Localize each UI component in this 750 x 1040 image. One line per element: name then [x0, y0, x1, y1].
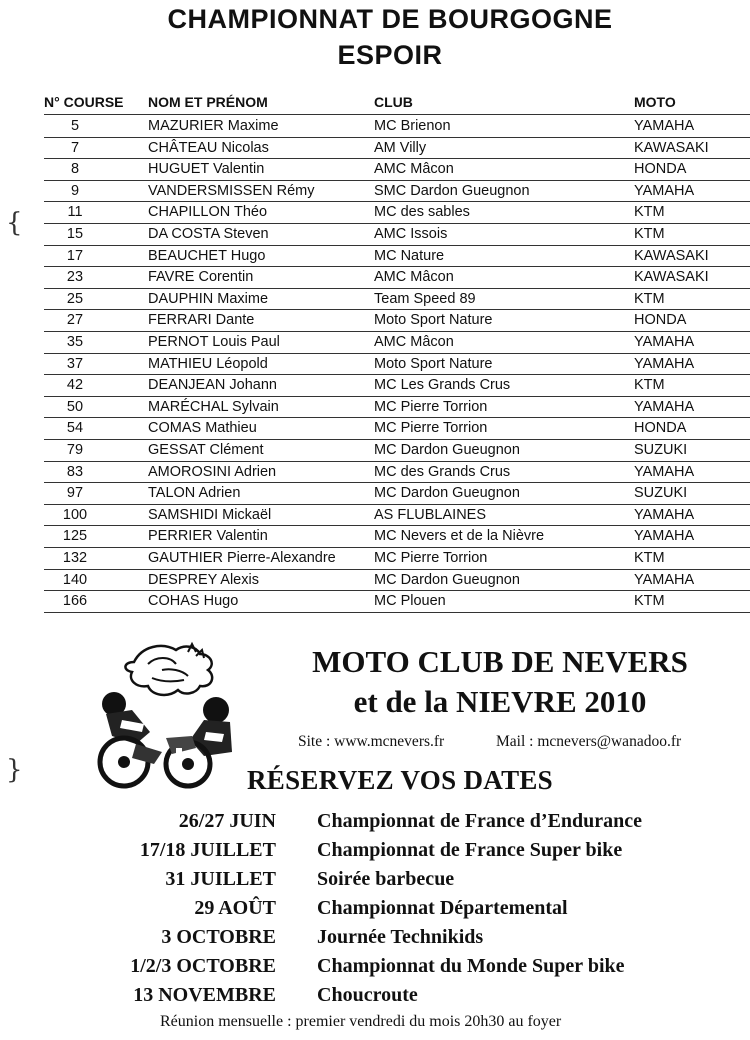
meeting-note: Réunion mensuelle : premier vendredi du mois 20h30 au foyer: [160, 1013, 562, 1030]
rider-name-cell: PERRIER Valentin: [148, 528, 268, 545]
club-site-text: Site : www.mcnevers.fr: [298, 733, 445, 750]
event-date: 13 NOVEMBRE: [133, 984, 276, 1006]
table-row: [44, 331, 750, 354]
moto-cell: KTM: [634, 550, 665, 566]
club-cell: SMC Dardon Gueugnon: [374, 182, 530, 199]
event-date: 17/18 JUILLET: [139, 839, 276, 861]
moto-cell: KAWASAKI: [634, 269, 709, 286]
race-number-cell: 25: [66, 290, 84, 307]
club-cell: MC Nevers et de la Nièvre: [374, 528, 545, 545]
moto-club-lion-riders-logo: [92, 640, 240, 790]
table-row: [44, 396, 750, 419]
moto-cell: HONDA: [634, 161, 687, 178]
event-name: Championnat Départemental: [317, 897, 568, 919]
event-name: Championnat du Monde Super bike: [317, 955, 625, 977]
column-header-club: CLUB: [374, 94, 413, 110]
club-cell: MC Les Grands Crus: [374, 377, 511, 394]
table-row: [44, 569, 750, 592]
moto-cell: KTM: [634, 377, 665, 394]
table-row: [44, 461, 750, 484]
rider-name-cell: GAUTHIER Pierre-Alexandre: [148, 550, 336, 566]
event-date: 26/27 JUIN: [178, 810, 276, 832]
club-cell: Moto Sport Nature: [374, 355, 493, 372]
rider-name-cell: FAVRE Corentin: [148, 269, 254, 286]
rider-name-cell: DA COSTA Steven: [148, 226, 269, 242]
rider-name-cell: BEAUCHET Hugo: [148, 247, 266, 264]
column-header-name: NOM ET PRÉNOM: [148, 94, 268, 110]
race-number-cell: 100: [62, 506, 88, 523]
table-row: [44, 374, 750, 397]
moto-cell: KTM: [634, 204, 665, 221]
race-number-cell: 11: [67, 204, 83, 221]
club-cell: AMC Issois: [374, 226, 448, 242]
table-row: [44, 223, 750, 246]
event-item: [0, 839, 750, 868]
race-number-cell: 5: [70, 118, 80, 134]
table-row: [44, 180, 750, 203]
club-cell: Team Speed 89: [374, 290, 476, 307]
table-row: [44, 504, 750, 527]
rider-name-cell: COHAS Hugo: [148, 593, 239, 610]
event-name: Championnat de France Super bike: [317, 839, 623, 861]
race-number-cell: 42: [66, 377, 84, 394]
club-cell: MC Dardon Gueugnon: [374, 571, 520, 588]
club-mail-text: Mail : mcnevers@wanadoo.fr: [496, 733, 682, 750]
event-item: [0, 926, 750, 955]
race-number-cell: 7: [70, 139, 80, 156]
race-number-cell: 35: [66, 334, 84, 350]
rider-name-cell: GESSAT Clément: [148, 442, 264, 458]
race-number-cell: 132: [62, 550, 88, 566]
event-item: [0, 897, 750, 926]
race-number-cell: 54: [66, 420, 84, 437]
race-number-cell: 17: [66, 247, 84, 264]
race-number-cell: 27: [66, 312, 84, 329]
club-subtitle: et de la NIEVRE 2010: [353, 684, 647, 719]
table-row: [44, 439, 750, 462]
column-header-number: N° COURSE: [44, 94, 124, 110]
table-row: [44, 482, 750, 505]
race-number-cell: 50: [66, 398, 84, 415]
moto-cell: KTM: [634, 290, 665, 307]
event-name: Soirée barbecue: [317, 868, 455, 890]
club-cell: AMC Mâcon: [374, 334, 454, 350]
table-row: [44, 590, 750, 613]
table-row: [44, 245, 750, 268]
club-cell: MC Pierre Torrion: [374, 398, 488, 415]
moto-cell: YAMAHA: [634, 118, 695, 134]
rider-name-cell: COMAS Mathieu: [148, 420, 257, 437]
table-row: [44, 137, 750, 160]
moto-cell: YAMAHA: [634, 398, 695, 415]
race-number-cell: 37: [66, 355, 84, 372]
rider-name-cell: PERNOT Louis Paul: [148, 334, 280, 350]
club-cell: MC Brienon: [374, 118, 451, 134]
race-number-cell: 8: [70, 161, 80, 178]
table-row: [44, 288, 750, 311]
club-cell: AMC Mâcon: [374, 161, 454, 178]
race-number-cell: 166: [62, 593, 88, 610]
club-cell: MC des sables: [374, 204, 470, 221]
rider-name-cell: MAZURIER Maxime: [148, 118, 279, 134]
race-number-cell: 83: [66, 463, 84, 480]
moto-cell: YAMAHA: [634, 182, 695, 199]
club-cell: AS FLUBLAINES: [374, 506, 487, 523]
club-cell: MC Plouen: [374, 593, 446, 610]
race-number-cell: 23: [66, 269, 84, 286]
moto-cell: KAWASAKI: [634, 139, 709, 156]
rider-name-cell: CHAPILLON Théo: [148, 204, 268, 221]
club-cell: MC Dardon Gueugnon: [374, 485, 520, 502]
moto-cell: YAMAHA: [634, 528, 695, 545]
event-name: Choucroute: [317, 984, 418, 1006]
rider-name-cell: MATHIEU Léopold: [148, 355, 268, 372]
club-title: MOTO CLUB DE NEVERS: [312, 644, 688, 679]
moto-cell: YAMAHA: [634, 463, 695, 480]
table-row: [44, 309, 750, 332]
rider-name-cell: MARÉCHAL Sylvain: [148, 398, 279, 415]
rider-name-cell: VANDERSMISSEN Rémy: [148, 182, 315, 199]
moto-cell: YAMAHA: [634, 334, 695, 350]
moto-cell: YAMAHA: [634, 571, 695, 588]
club-cell: MC Pierre Torrion: [374, 550, 488, 566]
moto-cell: KTM: [634, 226, 665, 242]
event-name: Championnat de France d’Endurance: [317, 810, 643, 832]
event-item: [0, 810, 750, 839]
page-subtitle: ESPOIR: [337, 40, 443, 70]
column-header-moto: MOTO: [634, 94, 676, 110]
rider-name-cell: CHÂTEAU Nicolas: [148, 139, 269, 156]
race-number-cell: 97: [66, 485, 84, 502]
event-date: 29 AOÛT: [194, 897, 276, 919]
rider-name-cell: AMOROSINI Adrien: [148, 463, 277, 480]
race-number-cell: 79: [66, 442, 84, 458]
event-date: 31 JUILLET: [165, 868, 276, 890]
club-cell: MC Dardon Gueugnon: [374, 442, 520, 458]
rider-name-cell: FERRARI Dante: [148, 312, 255, 329]
moto-cell: KAWASAKI: [634, 247, 709, 264]
rider-name-cell: HUGUET Valentin: [148, 161, 265, 178]
table-row: [44, 525, 750, 548]
moto-cell: HONDA: [634, 420, 687, 437]
moto-cell: SUZUKI: [634, 485, 688, 502]
table-row: [44, 547, 750, 570]
table-row: [44, 353, 750, 376]
race-number-cell: 15: [66, 226, 84, 242]
moto-cell: HONDA: [634, 312, 687, 329]
club-cell: AM Villy: [374, 139, 427, 156]
club-cell: Moto Sport Nature: [374, 312, 493, 329]
club-cell: AMC Mâcon: [374, 269, 454, 286]
event-item: [0, 868, 750, 897]
club-cell: MC des Grands Crus: [374, 463, 511, 480]
table-row: [44, 266, 750, 289]
page-title: CHAMPIONNAT DE BOURGOGNE: [167, 4, 613, 34]
table-row: [44, 115, 750, 138]
event-item: [0, 984, 750, 1013]
rider-name-cell: TALON Adrien: [148, 485, 241, 502]
rider-name-cell: DAUPHIN Maxime: [148, 290, 269, 307]
table-row: [44, 201, 750, 224]
reserve-dates-heading: RÉSERVEZ VOS DATES: [246, 765, 553, 795]
event-item: [0, 955, 750, 984]
margin-bracket-mark: {: [6, 208, 23, 238]
margin-bracket-mark-2: }: [6, 755, 23, 785]
race-number-cell: 9: [70, 182, 80, 199]
moto-cell: YAMAHA: [634, 506, 695, 523]
moto-cell: KTM: [634, 593, 665, 610]
rider-name-cell: DESPREY Alexis: [148, 571, 259, 588]
event-name: Journée Technikids: [317, 926, 484, 948]
event-date: 3 OCTOBRE: [161, 926, 276, 948]
moto-cell: SUZUKI: [634, 442, 688, 458]
table-row: [44, 417, 750, 440]
table-row: [44, 158, 750, 181]
club-cell: MC Nature: [374, 247, 445, 264]
event-date: 1/2/3 OCTOBRE: [130, 955, 276, 977]
rider-name-cell: DEANJEAN Johann: [148, 377, 277, 394]
race-number-cell: 125: [62, 528, 88, 545]
moto-cell: YAMAHA: [634, 355, 695, 372]
race-number-cell: 140: [62, 571, 88, 588]
table-header: [0, 92, 750, 114]
club-cell: MC Pierre Torrion: [374, 420, 488, 437]
rider-name-cell: SAMSHIDI Mickaël: [148, 506, 272, 523]
